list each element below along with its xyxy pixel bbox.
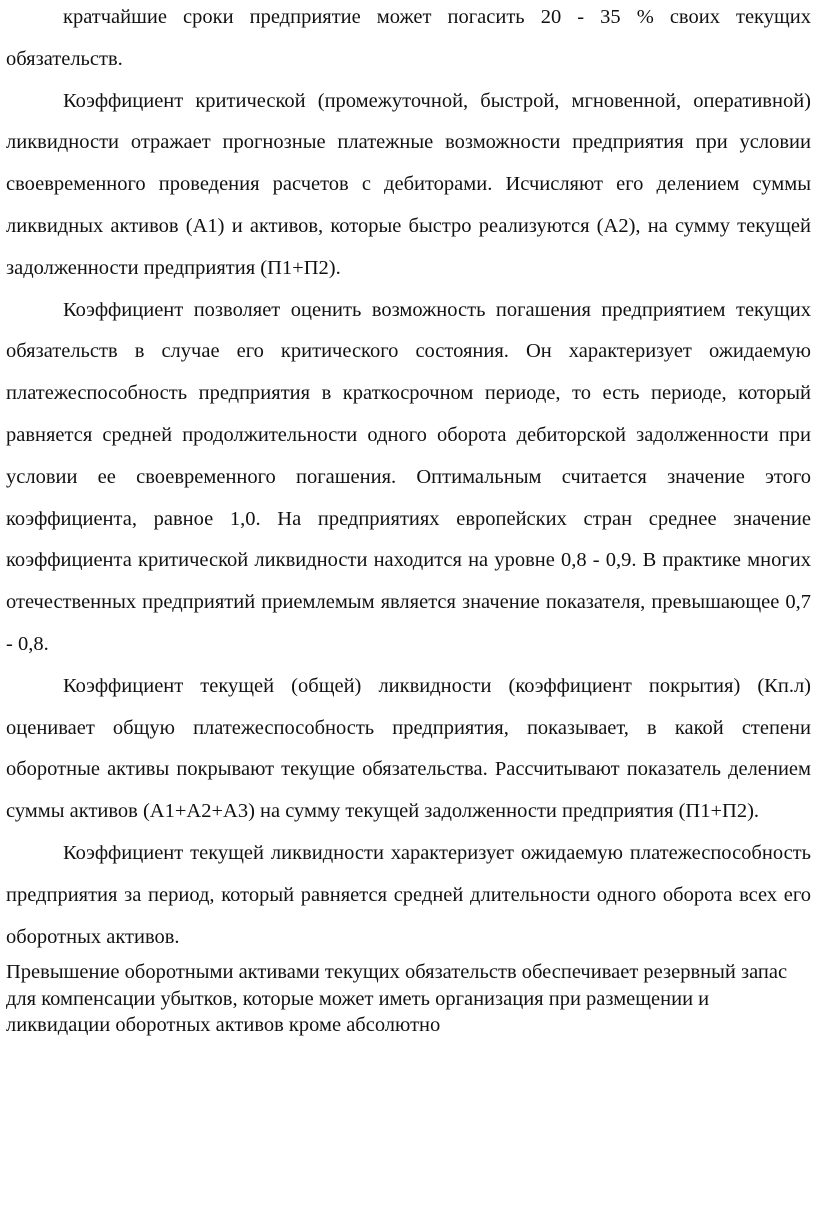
paragraph-5: Коэффициент текущей ликвидности характеризует ожидаемую платежеспособность предприятия за период, который равняется средней длительности одного оборота всех его оборотных активов. (6, 841, 811, 948)
paragraph-6: Превышение оборотными активами текущих обязательств обеспечивает резервный запас для компенсации убытков, которые может иметь организация при размещении и ликвидации оборотных активов кроме абсолютно (6, 961, 788, 1037)
paragraph-4: Коэффициент текущей (общей) ликвидности (коэффициент покрытия) (Кп.л) оценивает общую платежеспособность предприятия, показывает, в какой степени оборотные активы покрывают текущие обязательства. Рассчитывают показатель делением суммы активов (А1+А2+А3) на сумму текущей задолженности предприятия (П1+П2). (6, 674, 811, 823)
paragraph-2: Коэффициент критической (промежуточной, быстрой, мгновенной, оперативной) ликвидности отражает прогнозные платежные возможности предприятия при условии своевременного проведения расчетов с дебиторами. Исчисляют его делением суммы ликвидных активов (А1) и активов, которые быстро реализуются (А2), на сумму текущей задолженности предприятия (П1+П2). (6, 89, 811, 279)
paragraph-1: кратчайшие сроки предприятие может погасить 20 - 35 % своих текущих обязательств. (6, 6, 811, 70)
paragraph-3: Коэффициент позволяет оценить возможность погашения предприятием текущих обязательств в случае его критического состояния. Он характеризует ожидаемую платежеспособность предприятия в краткосрочном периоде, то есть периоде, который равняется средней продолжительности одного оборота дебиторской задолженности при условии ее своевременного погашения. Оптимальным считается значение этого коэффициента, равное 1,0. На предприятиях европейских стран среднее значение коэффициента критической ликвидности находится на уровне 0,8 - 0,9. В практике многих отечественных предприятий приемлемым является значение показателя, превышающее 0,7 - 0,8. (6, 298, 811, 655)
